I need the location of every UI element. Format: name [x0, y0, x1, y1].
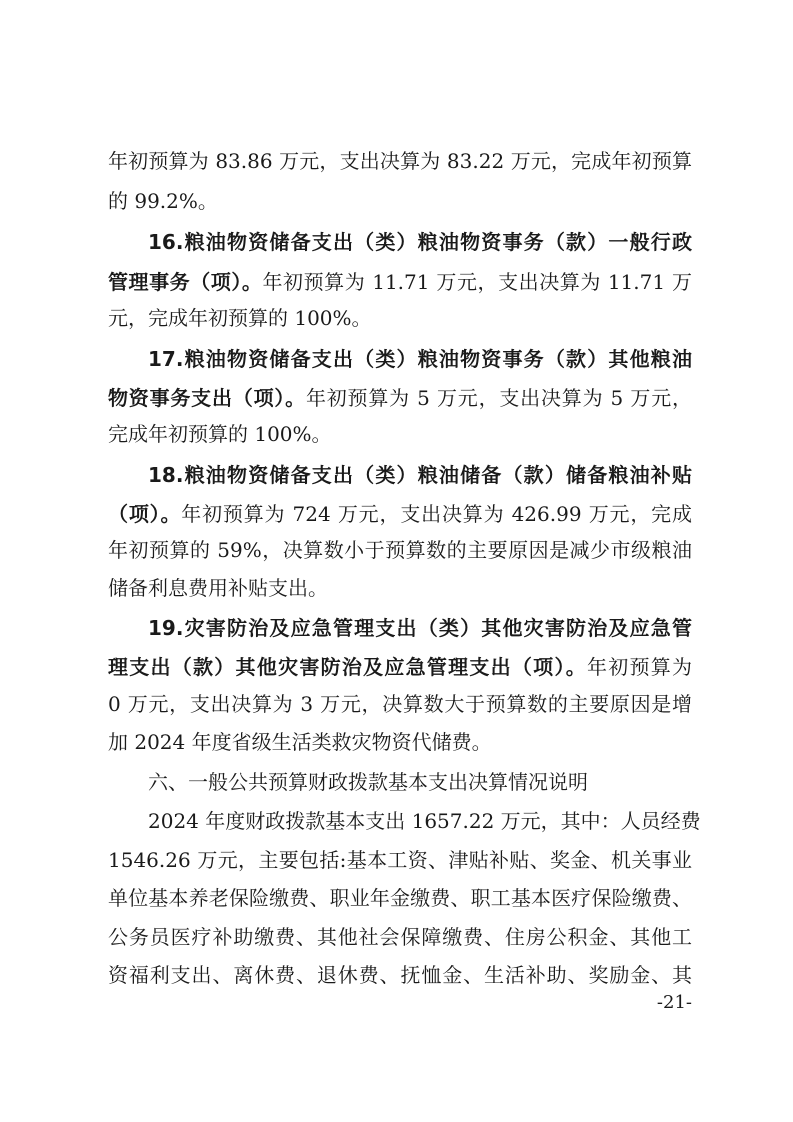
- item19-line-4: 加 2024 年度省级生活类救灾物资代储费。: [108, 730, 492, 754]
- item19-line-2-text: 年初预算为: [586, 655, 693, 679]
- item18-title-line-1: 18.粮油物资储备支出（类）粮油储备（款）储备粮油补贴: [148, 463, 692, 487]
- item18-line-4: 储备利息费用补贴支出。: [108, 576, 328, 600]
- item17-line-3: 完成年初预算的 100%。: [108, 422, 332, 446]
- section6-line-4: 公务员医疗补助缴费、其他社会保障缴费、住房公积金、其他工: [108, 925, 692, 949]
- item17-line-2-text: 年初预算为 5 万元，支出决算为 5 万元，: [305, 386, 692, 410]
- page-number: -21-: [656, 992, 692, 1013]
- item19-line-3: 0 万元，支出决算为 3 万元，决算数大于预算数的主要原因是增: [108, 692, 692, 716]
- item16-line-2: [108, 267, 692, 297]
- section6-line-5: 资福利支出、离休费、退休费、抚恤金、生活补助、奖励金、其: [108, 963, 692, 987]
- para15-line-2: 的 99.2%。: [108, 189, 218, 213]
- item19-line-2: [108, 652, 692, 682]
- item18-title-line-2: （项）。: [108, 502, 182, 526]
- item17-title-line-1: 17.粮油物资储备支出（类）粮油物资事务（款）其他粮油: [148, 347, 692, 371]
- item18-line-3: 年初预算的 59%，决算数小于预算数的主要原因是减少市级粮油: [108, 538, 692, 562]
- item19-title-line-2: 理支出（款）其他灾害防治及应急管理支出（项）。: [108, 655, 587, 679]
- para15-line-1: 年初预算为 83.86 万元，支出决算为 83.22 万元，完成年初预算: [108, 149, 692, 173]
- item18-line-2: [108, 499, 692, 529]
- item17-title-line-2: 物资事务支出（项）。: [108, 386, 306, 410]
- item16-title-line-2: 管理事务（项）。: [108, 270, 263, 294]
- item16-line-2-text: 年初预算为 11.71 万元，支出决算为 11.71 万: [262, 270, 692, 294]
- item16-title-line-1: 16.粮油物资储备支出（类）粮油物资事务（款）一般行政: [148, 230, 692, 254]
- item16-line-3: 元，完成年初预算的 100%。: [108, 306, 372, 330]
- section6-line-3: 单位基本养老保险缴费、职业年金缴费、职工基本医疗保险缴费、: [108, 886, 692, 910]
- section6-line-2: 1546.26 万元，主要包括:基本工资、津贴补贴、奖金、机关事业: [108, 848, 692, 872]
- section6-heading: 六、一般公共预算财政拨款基本支出决算情况说明: [148, 770, 588, 794]
- item17-line-2: [108, 383, 692, 413]
- section6-line-1: 2024 年度财政拨款基本支出 1657.22 万元，其中：人员经费: [148, 809, 701, 833]
- item18-line-2-text: 年初预算为 724 万元，支出决算为 426.99 万元，完成: [181, 502, 692, 526]
- item19-title-line-1: 19.灾害防治及应急管理支出（类）其他灾害防治及应急管: [148, 616, 692, 640]
